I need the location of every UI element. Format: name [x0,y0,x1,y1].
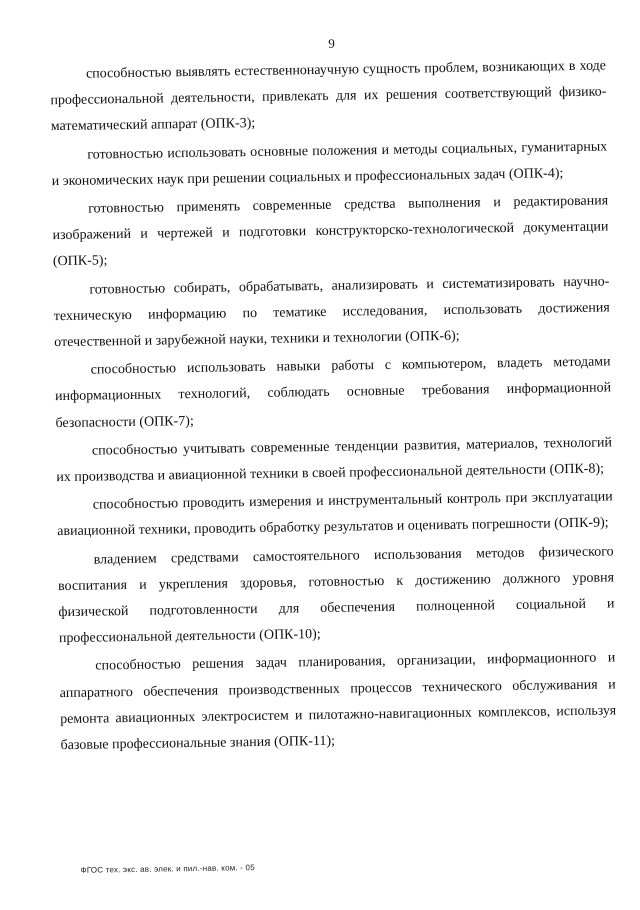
paragraph-opk-5: готовностью применять современные средства выполнения и редактирования изображений и чертежей и подготовки конструкторско-технологической документации (ОПК-5); [52,193,609,270]
page-number: 9 [328,35,335,51]
paragraph-opk-11: способностью решения задач планирования, организации, информационного и аппаратного обеспечения производственных процессов технического обслуживания и ремонта авиационных электросистем и пилотажно-навигационных комплексов, используя базовые профессиональные знания (ОПК-11); [59,650,617,754]
paragraph-opk-8: способностью учитывать современные тенденции развития, материалов, технологий их производства и авиационной техники в своей профессиональной деятельности (ОПК-8); [56,435,613,486]
document-footer: ФГОС тех. экс. ав. элек. и пил.-нав. ком. - 05 [80,863,255,875]
paragraph-opk-7: способностью использовать навыки работы с компьютером, владеть методами информационных технологий, соблюдать основные требования информационной безопасности (ОПК-7); [54,354,612,431]
paragraph-opk-3: способностью выявлять естественнонаучную сущность проблем, возникающих в ходе профессиональной деятельности, привлекать для их решения соответствующий физико-математический аппарат (ОПК-3); [50,58,607,135]
paragraph-opk-10: владением средствами самостоятельного использования методов физического воспитания и укрепления здоровья, готовностью к достижению должного уровня физической подготовленности для обеспечения полноценной социальной и профессиональной деятельности (ОПК-10); [57,544,615,647]
paragraph-opk-6: готовностью собирать, обрабатывать, анализировать и систематизировать научно-техническую информацию по тематике исследования, использовать достижения отечественной и зарубежной науки, техники и технологии (ОПК-6); [53,274,610,351]
paragraph-opk-9: способностью проводить измерения и инструментальный контроль при эксплуатации авиационной техники, проводить обработку результатов и оценивать погрешности (ОПК-9); [57,489,613,540]
paragraph-opk-4: готовностью использовать основные положения и методы социальных, гуманитарных и экономических наук при решении социальных и профессиональных задач (ОПК-4); [51,139,608,189]
